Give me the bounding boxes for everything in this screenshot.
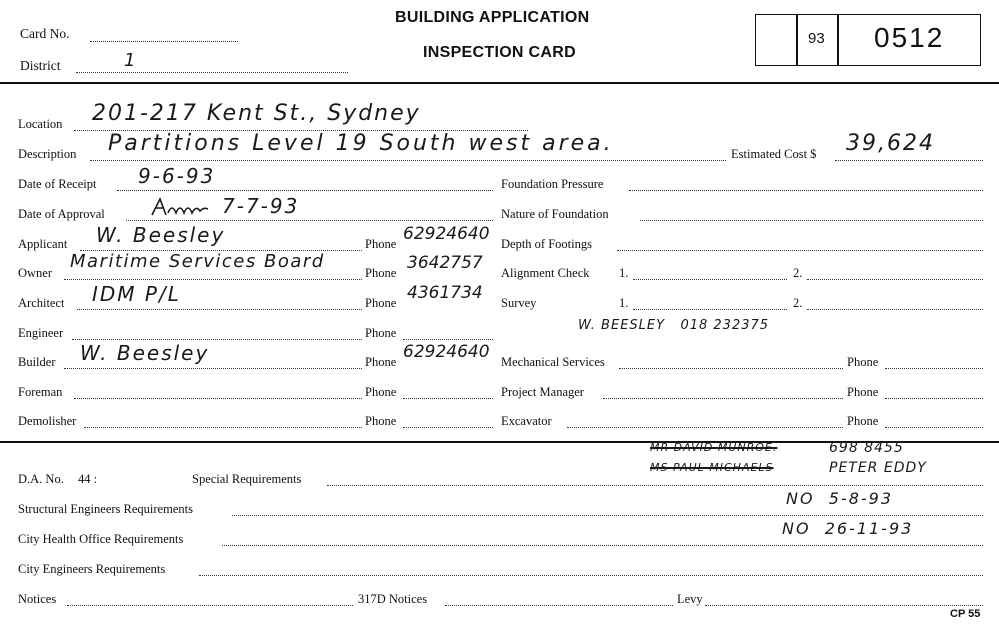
card-no-line	[90, 41, 238, 42]
applicant-label: Applicant	[18, 237, 68, 251]
depth-footings-label: Depth of Footings	[501, 237, 592, 251]
description-line	[90, 160, 726, 161]
box-cell-year	[796, 14, 839, 66]
builder-label: Builder	[18, 355, 56, 369]
engineer-phone-line	[403, 339, 493, 340]
box-cell-number	[837, 14, 981, 66]
nature-foundation-line	[640, 220, 983, 221]
engineer-note: W. BEESLEY 018 232375	[578, 318, 770, 333]
header-divider	[0, 82, 999, 84]
engineer-phone-label: Phone	[365, 326, 397, 340]
location-label: Location	[18, 117, 63, 131]
description-value: Partitions Level 19 South west area.	[108, 131, 614, 156]
health-label: City Health Office Requirements	[18, 532, 184, 546]
alignment-1-line	[633, 279, 787, 280]
notices-317d-label: 317D Notices	[358, 592, 428, 606]
demolisher-phone-line	[403, 427, 493, 428]
owner-value: Maritime Services Board	[70, 251, 325, 272]
form-code: CP 55	[950, 608, 981, 620]
builder-phone-value: 62924640	[403, 342, 490, 362]
owner-phone-label: Phone	[365, 266, 397, 280]
estimated-cost-label: Estimated Cost $	[731, 147, 817, 161]
survey-2-line	[807, 309, 983, 310]
notices-label: Notices	[18, 592, 57, 606]
alignment-2-line	[807, 279, 983, 280]
foreman-phone-line	[403, 398, 493, 399]
alignment-check-label: Alignment Check	[501, 266, 590, 280]
da-no-label: D.A. No.	[18, 472, 64, 486]
nature-foundation-label: Nature of Foundation	[501, 207, 609, 221]
estimated-cost-value: 39,624	[846, 131, 935, 156]
box-year: 93	[808, 30, 825, 47]
demolisher-line	[84, 427, 362, 428]
health-line	[222, 545, 983, 546]
approval-signature-icon	[148, 195, 212, 221]
applicant-value: W. Beesley	[96, 223, 226, 247]
alignment-2-label: 2.	[793, 266, 803, 280]
mechanical-line	[619, 368, 843, 369]
owner-label: Owner	[18, 266, 53, 280]
special-requirements-line	[327, 485, 983, 486]
mechanical-label: Mechanical Services	[501, 355, 605, 369]
date-receipt-line	[117, 190, 493, 191]
levy-line	[705, 605, 983, 606]
applicant-phone-label: Phone	[365, 237, 397, 251]
foreman-phone-label: Phone	[365, 385, 397, 399]
excavator-line	[567, 427, 843, 428]
date-approval-value: 7-7-93	[222, 194, 300, 218]
date-receipt-value: 9-6-93	[138, 164, 216, 188]
demolisher-label: Demolisher	[18, 414, 77, 428]
survey-label: Survey	[501, 296, 537, 310]
box-number: 0512	[874, 22, 945, 53]
date-receipt-label: Date of Receipt	[18, 177, 97, 191]
city-engineers-line	[199, 575, 983, 576]
district-label: District	[20, 58, 61, 73]
special-requirements-label: Special Requirements	[192, 472, 302, 486]
owner-phone-value: 3642757	[407, 253, 483, 273]
description-label: Description	[18, 147, 77, 161]
engineer-line	[72, 339, 362, 340]
health-value: NO 26-11-93	[782, 519, 914, 538]
mechanical-phone-label: Phone	[847, 355, 879, 369]
card-no-label: Card No.	[20, 26, 70, 41]
survey-2-label: 2.	[793, 296, 803, 310]
mechanical-phone-line	[885, 368, 983, 369]
foundation-pressure-label: Foundation Pressure	[501, 177, 604, 191]
architect-phone-value: 4361734	[407, 283, 483, 303]
survey-1-line	[633, 309, 787, 310]
da-no-value: 44 :	[78, 472, 98, 486]
demolisher-phone-label: Phone	[365, 414, 397, 428]
struck-name-1: MR DAVID MUNROE.	[650, 441, 778, 454]
struck-name-2: MS PAUL MICHAELS	[650, 461, 774, 474]
alignment-1-label: 1.	[619, 266, 629, 280]
builder-line	[64, 368, 362, 369]
architect-line	[77, 309, 362, 310]
builder-value: W. Beesley	[80, 341, 210, 365]
form-title-line2: INSPECTION CARD	[423, 44, 576, 61]
notices-317d-line	[445, 605, 673, 606]
project-manager-phone-label: Phone	[847, 385, 879, 399]
architect-value: IDM P/L	[92, 282, 181, 306]
district-line	[76, 72, 348, 73]
notices-line	[67, 605, 353, 606]
excavator-phone-line	[885, 427, 983, 428]
architect-phone-label: Phone	[365, 296, 397, 310]
engineer-label: Engineer	[18, 326, 64, 340]
estimated-cost-line	[835, 160, 983, 161]
project-manager-label: Project Manager	[501, 385, 584, 399]
form-title-line1: BUILDING APPLICATION	[395, 9, 590, 26]
owner-line	[64, 279, 362, 280]
architect-label: Architect	[18, 296, 65, 310]
special-name-note: PETER EDDY	[829, 460, 927, 476]
box-cell-blank	[755, 14, 798, 66]
foundation-pressure-line	[629, 190, 983, 191]
structural-line	[232, 515, 983, 516]
project-manager-line	[603, 398, 843, 399]
applicant-phone-value: 62924640	[403, 224, 490, 244]
date-approval-label: Date of Approval	[18, 207, 105, 221]
structural-label: Structural Engineers Requirements	[18, 502, 193, 516]
excavator-phone-label: Phone	[847, 414, 879, 428]
depth-footings-line	[617, 250, 983, 251]
levy-label: Levy	[677, 592, 703, 606]
city-engineers-label: City Engineers Requirements	[18, 562, 166, 576]
builder-phone-label: Phone	[365, 355, 397, 369]
project-manager-phone-line	[885, 398, 983, 399]
foreman-label: Foreman	[18, 385, 63, 399]
structural-value: NO 5-8-93	[786, 489, 893, 508]
foreman-line	[74, 398, 362, 399]
special-phone-note: 698 8455	[829, 440, 904, 456]
district-value: 1	[124, 50, 138, 71]
survey-1-label: 1.	[619, 296, 629, 310]
excavator-label: Excavator	[501, 414, 552, 428]
location-value: 201-217 Kent St., Sydney	[92, 101, 421, 126]
